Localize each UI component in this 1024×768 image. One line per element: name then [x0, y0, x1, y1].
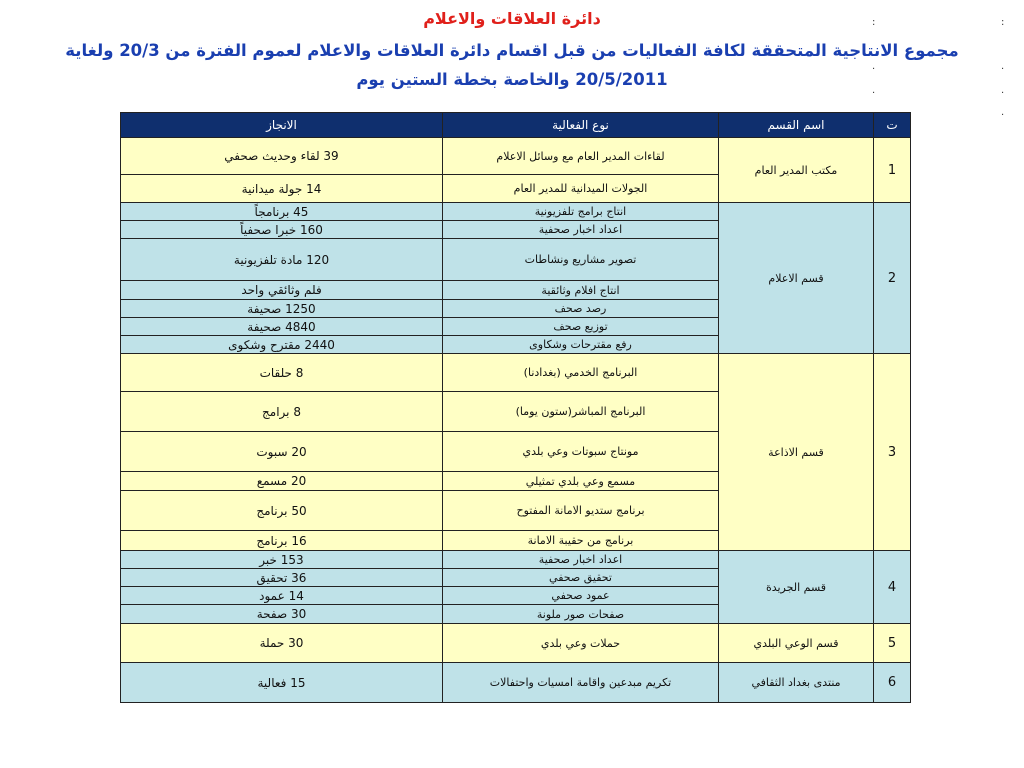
activity-cell: تصوير مشاريع ونشاطات: [443, 239, 719, 281]
department-cell: قسم الاعلام: [719, 203, 874, 354]
page-title: دائرة العلاقات والاعلام: [423, 9, 601, 28]
activity-cell: صفحات صور ملونة: [443, 605, 719, 624]
achievement-cell: 160 خبرا صحفياً: [121, 221, 443, 239]
achievement-cell: 15 فعالية: [121, 663, 443, 703]
table-row: [121, 624, 911, 663]
activity-cell: البرنامج المباشر(ستون يوما): [443, 392, 719, 432]
table-row: [121, 138, 911, 175]
achievement-cell: 2440 مقترح وشكوى: [121, 336, 443, 354]
table-body: [121, 138, 911, 703]
activity-cell: لقاءات المدير العام مع وسائل الاعلام: [443, 138, 719, 175]
department-cell: منتدى بغداد الثقافي: [719, 663, 874, 703]
department-cell: مكتب المدير العام: [719, 138, 874, 203]
decorative-dot: .: [1001, 107, 1005, 118]
department-cell: قسم الجريدة: [719, 551, 874, 624]
achievement-cell: 153 خبر: [121, 551, 443, 569]
activity-cell: تكريم مبدعين واقامة امسيات واحتفالات: [443, 663, 719, 703]
activity-cell: حملات وعي بلدي: [443, 624, 719, 663]
achievement-cell: 14 جولة ميدانية: [121, 175, 443, 203]
achievement-cell: 14 عمود: [121, 587, 443, 605]
header-cell-department: اسم القسم: [719, 113, 874, 138]
header-cell-achievement: الانجاز: [121, 113, 443, 138]
decorative-dot: :: [872, 17, 876, 28]
table-header-row: [121, 113, 911, 138]
achievement-cell: 20 مسمع: [121, 472, 443, 491]
row-number-cell: 3: [874, 354, 911, 551]
table-row: [121, 663, 911, 703]
activity-cell: برنامج من حقيبة الامانة: [443, 531, 719, 551]
decorative-dot: .: [1001, 85, 1005, 96]
row-number-cell: 4: [874, 551, 911, 624]
row-number-cell: 2: [874, 203, 911, 354]
decorative-dot: .: [1001, 61, 1005, 72]
achievement-cell: 1250 صحيفة: [121, 300, 443, 318]
achievement-cell: 20 سبوت: [121, 432, 443, 472]
achievement-cell: 36 تحقيق: [121, 569, 443, 587]
activity-cell: تحقيق صحفي: [443, 569, 719, 587]
header-cell-activity: نوع الفعالية: [443, 113, 719, 138]
row-number-cell: 1: [874, 138, 911, 203]
table-row: [121, 354, 911, 392]
achievement-cell: 8 برامج: [121, 392, 443, 432]
activity-cell: مسمع وعي بلدي تمثيلي: [443, 472, 719, 491]
decorative-dot: .: [872, 85, 876, 96]
activity-cell: البرنامج الخدمي (بغدادنا): [443, 354, 719, 392]
table-row: [121, 551, 911, 569]
achievement-cell: 50 برنامج: [121, 491, 443, 531]
table-row: [121, 203, 911, 221]
activity-cell: انتاج برامج تلفزيونية: [443, 203, 719, 221]
header-cell-number: ت: [874, 113, 911, 138]
achievement-cell: 120 مادة تلفزيونية: [121, 239, 443, 281]
achievement-cell: 30 حملة: [121, 624, 443, 663]
decorative-dot: .: [872, 61, 876, 72]
achievement-cell: 4840 صحيفة: [121, 318, 443, 336]
achievement-cell: 16 برنامج: [121, 531, 443, 551]
activity-cell: انتاج افلام وثائقية: [443, 281, 719, 300]
activity-cell: برنامج ستديو الامانة المفتوح: [443, 491, 719, 531]
achievement-cell: 39 لقاء وحديث صحفي: [121, 138, 443, 175]
activity-cell: الجولات الميدانية للمدير العام: [443, 175, 719, 203]
department-cell: قسم الوعي البلدي: [719, 624, 874, 663]
activity-cell: توزيع صحف: [443, 318, 719, 336]
activity-cell: مونتاج سبوتات وعي بلدي: [443, 432, 719, 472]
activity-cell: عمود صحفي: [443, 587, 719, 605]
achievement-cell: 45 برنامجاً: [121, 203, 443, 221]
achievement-cell: فلم وثائقي واحد: [121, 281, 443, 300]
activity-cell: اعداد اخبار صحفية: [443, 221, 719, 239]
achievement-cell: 8 حلقات: [121, 354, 443, 392]
row-number-cell: 5: [874, 624, 911, 663]
page-subtitle: مجموع الانتاجية المتحققة لكافة الفعاليات من قبل اقسام دائرة العلاقات والاعلام لعموم الفترة من 20/3 ولغاية 20/5/2011 والخاصة بخطة الستين يوم: [65, 41, 959, 89]
activity-cell: رفع مقترحات وشكاوى: [443, 336, 719, 354]
department-cell: قسم الاذاعة: [719, 354, 874, 551]
row-number-cell: 6: [874, 663, 911, 703]
decorative-dot: :: [1001, 17, 1005, 28]
activity-cell: اعداد اخبار صحفية: [443, 551, 719, 569]
achievements-table: [120, 112, 911, 703]
achievement-cell: 30 صفحة: [121, 605, 443, 624]
activity-cell: رصد صحف: [443, 300, 719, 318]
